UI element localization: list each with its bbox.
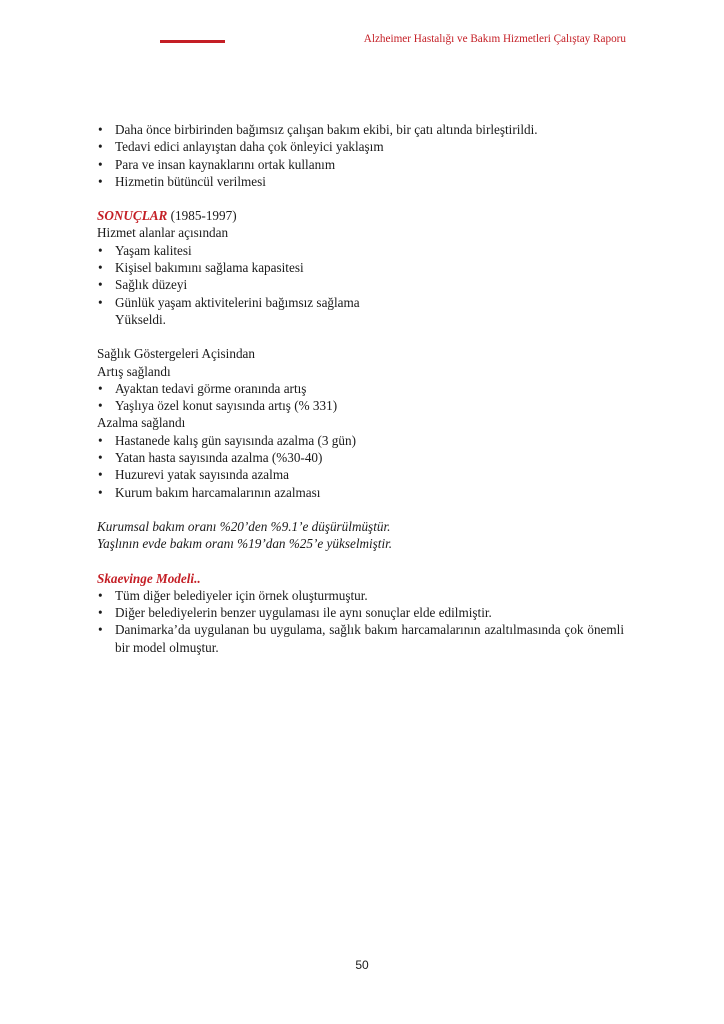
list-item: • Daha önce birbirinden bağımsız çalışan bakım ekibi, bir çatı altında birleştirildi. [97,121,624,138]
institutional-care-note: Kurumsal bakım oranı %20’den %9.1’e düşürülmüştür. [97,518,391,534]
home-care-note: Yaşlının evde bakım oranı %19’dan %25’e yükselmiştir. [97,536,393,552]
list-item: • Günlük yaşam aktivitelerini bağımsız sağlama [97,294,624,311]
list-item: • Diğer belediyelerin benzer uygulaması ile aynı sonuçlar elde edilmiştir. [97,604,624,621]
list-item: • Para ve insan kaynaklarını ortak kullanım [97,156,624,173]
list-item: • Hizmetin bütüncül verilmesi [97,173,624,190]
list-item: • Tedavi edici anlayıştan daha çok önleyici yaklaşım [97,138,624,155]
service-bullet-list [97,242,624,311]
list-item: • Danimarka’da uygulanan bu uygulama, sağlık bakım harcamalarının azaltılmasında çok önemli bir model olmuştur. [97,621,624,656]
service-trailing-text: Yükseldi. [115,311,166,327]
health-heading: Sağlık Göstergeleri Açisindan [97,346,255,362]
decrease-heading: Azalma sağlandı [97,415,186,431]
list-item: • Huzurevi yatak sayısında azalma [97,466,624,483]
model-title: Skaevinge Modeli.. [97,570,201,586]
list-item: • Yaşam kalitesi [97,242,624,259]
increase-bullet-list [97,380,624,415]
intro-bullet-list [97,121,624,190]
list-item: • Yaşlıya özel konut sayısında artış (% 331) [97,397,624,414]
increase-heading: Artış sağlandı [97,363,171,379]
results-years: (1985-1997) [167,208,237,224]
model-bullet-list [97,587,624,656]
list-item: • Kurum bakım harcamalarının azalması [97,484,624,501]
list-item: • Ayaktan tedavi görme oranında artış [97,380,624,397]
results-title: SONUÇLAR [97,208,168,224]
list-item: • Kişisel bakımını sağlama kapasitesi [97,259,624,276]
page-body [97,121,624,656]
list-item: • Tüm diğer belediyeler için örnek oluşturmuştur. [97,587,624,604]
service-heading: Hizmet alanlar açısından [97,225,229,241]
report-title: Alzheimer Hastalığı ve Bakım Hizmetleri Çalıştay Raporu [363,33,626,45]
list-item: • Hastanede kalış gün sayısında azalma (3 gün) [97,432,624,449]
list-item: • Sağlık düzeyi [97,276,624,293]
header-rule [160,40,225,43]
page-number: 50 [355,958,369,972]
list-item: • Yatan hasta sayısında azalma (%30-40) [97,449,624,466]
decrease-bullet-list [97,432,624,501]
results-heading [97,207,624,224]
